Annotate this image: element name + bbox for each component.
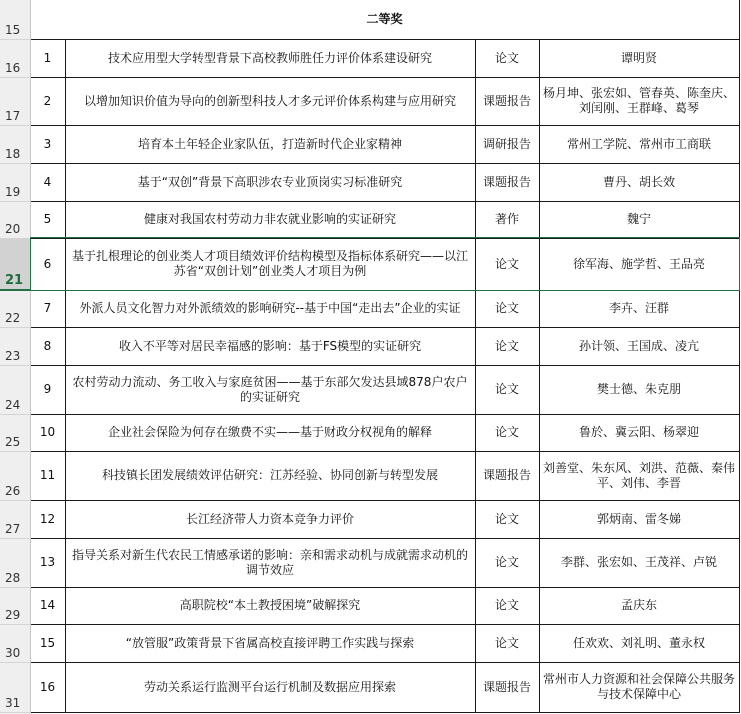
authors-cell[interactable]: 常州市人力资源和社会保障公共服务与技术保障中心 — [539, 662, 739, 712]
title-cell[interactable]: 收入不平等对居民幸福感的影响：基于FS模型的实证研究 — [65, 327, 475, 365]
table-row — [0, 290, 739, 327]
row-number[interactable]: 29 — [0, 587, 30, 624]
row-number[interactable]: 25 — [0, 414, 30, 451]
number-cell[interactable]: 5 — [30, 201, 65, 238]
title-cell[interactable]: 科技镇长团发展绩效评估研究：江苏经验、协同创新与转型发展 — [65, 451, 475, 500]
number-cell[interactable]: 10 — [30, 414, 65, 451]
type-cell[interactable]: 论文 — [475, 538, 539, 587]
row-number[interactable]: 19 — [0, 163, 30, 201]
type-cell[interactable]: 论文 — [475, 587, 539, 624]
number-cell[interactable]: 13 — [30, 538, 65, 587]
type-cell[interactable]: 论文 — [475, 327, 539, 365]
row-number[interactable]: 27 — [0, 500, 30, 538]
type-cell[interactable]: 课题报告 — [475, 451, 539, 500]
type-cell[interactable]: 论文 — [475, 238, 539, 290]
row-number[interactable]: 26 — [0, 451, 30, 500]
type-cell[interactable]: 论文 — [475, 624, 539, 662]
type-cell[interactable]: 论文 — [475, 39, 539, 77]
title-row — [0, 0, 739, 39]
type-cell[interactable]: 著作 — [475, 201, 539, 238]
number-cell[interactable]: 3 — [30, 125, 65, 163]
row-number[interactable]: 28 — [0, 538, 30, 587]
authors-cell[interactable]: 任欢欢、刘礼明、董永权 — [539, 624, 739, 662]
row-number[interactable]: 30 — [0, 624, 30, 662]
table-row — [0, 500, 739, 538]
title-cell[interactable]: 劳动关系运行监测平台运行机制及数据应用探索 — [65, 662, 475, 712]
title-cell[interactable]: 健康对我国农村劳动力非农就业影响的实证研究 — [65, 201, 475, 238]
table-row — [0, 125, 739, 163]
table-row — [0, 77, 739, 125]
title-cell[interactable]: 以增加知识价值为导向的创新型科技人才多元评价体系构建与应用研究 — [65, 77, 475, 125]
title-cell[interactable]: 培育本土年轻企业家队伍，打造新时代企业家精神 — [65, 125, 475, 163]
table-row — [0, 39, 739, 77]
row-number[interactable]: 20 — [0, 201, 30, 238]
title-cell[interactable]: 基于扎根理论的创业类人才项目绩效评价结构模型及指标体系研究——以江苏省“双创计划”创业类人才项目为例 — [65, 238, 475, 290]
row-number[interactable]: 15 — [0, 0, 30, 39]
number-cell[interactable]: 7 — [30, 290, 65, 327]
row-number[interactable]: 31 — [0, 662, 30, 712]
authors-cell[interactable]: 孙计领、王国成、凌亢 — [539, 327, 739, 365]
type-cell[interactable]: 调研报告 — [475, 125, 539, 163]
title-cell[interactable]: 外派人员文化智力对外派绩效的影响研究--基于中国“走出去”企业的实证 — [65, 290, 475, 327]
table-row — [0, 163, 739, 201]
title-cell[interactable]: 基于“双创”背景下高职涉农专业顶岗实习标准研究 — [65, 163, 475, 201]
authors-cell[interactable]: 鲁於、冀云阳、杨翠迎 — [539, 414, 739, 451]
table-row — [0, 587, 739, 624]
table-row — [0, 538, 739, 587]
title-cell[interactable]: 长江经济带人力资本竞争力评价 — [65, 500, 475, 538]
authors-cell[interactable]: 杨月坤、张宏如、管春英、陈奎庆、刘闰刚、王群峰、葛琴 — [539, 77, 739, 125]
number-cell[interactable]: 11 — [30, 451, 65, 500]
number-cell[interactable]: 14 — [30, 587, 65, 624]
title-cell[interactable]: 指导关系对新生代农民工情感承诺的影响：亲和需求动机与成就需求动机的调节效应 — [65, 538, 475, 587]
type-cell[interactable]: 论文 — [475, 414, 539, 451]
type-cell[interactable]: 论文 — [475, 290, 539, 327]
authors-cell[interactable]: 李卉、汪群 — [539, 290, 739, 327]
row-number[interactable]: 22 — [0, 290, 30, 327]
number-cell[interactable]: 4 — [30, 163, 65, 201]
number-cell[interactable]: 9 — [30, 365, 65, 414]
title-cell[interactable]: “放管服”政策背景下省属高校直接评聘工作实践与探索 — [65, 624, 475, 662]
row-number[interactable]: 18 — [0, 125, 30, 163]
row-number[interactable]: 24 — [0, 365, 30, 414]
authors-cell[interactable]: 谭明贤 — [539, 39, 739, 77]
authors-cell[interactable]: 孟庆东 — [539, 587, 739, 624]
type-cell[interactable]: 论文 — [475, 500, 539, 538]
type-cell[interactable]: 课题报告 — [475, 163, 539, 201]
authors-cell[interactable]: 徐军海、施学哲、王品亮 — [539, 238, 739, 290]
table-row — [0, 414, 739, 451]
table-row — [0, 238, 739, 290]
type-cell[interactable]: 课题报告 — [475, 77, 539, 125]
authors-cell[interactable]: 曹丹、胡长效 — [539, 163, 739, 201]
number-cell[interactable]: 2 — [30, 77, 65, 125]
row-number[interactable]: 16 — [0, 39, 30, 77]
authors-cell[interactable]: 刘善堂、朱东风、刘洪、范薇、秦伟平、刘伟、李晋 — [539, 451, 739, 500]
table-row — [0, 624, 739, 662]
number-cell[interactable]: 1 — [30, 39, 65, 77]
number-cell[interactable]: 12 — [30, 500, 65, 538]
section-title[interactable]: 二等奖 — [30, 0, 739, 39]
authors-cell[interactable]: 李群、张宏如、王茂祥、卢锐 — [539, 538, 739, 587]
number-cell[interactable]: 8 — [30, 327, 65, 365]
row-number[interactable]: 17 — [0, 77, 30, 125]
table-row — [0, 327, 739, 365]
table-row — [0, 451, 739, 500]
authors-cell[interactable]: 常州工学院、常州市工商联 — [539, 125, 739, 163]
number-cell[interactable]: 6 — [30, 238, 65, 290]
authors-cell[interactable]: 魏宁 — [539, 201, 739, 238]
type-cell[interactable]: 论文 — [475, 365, 539, 414]
title-cell[interactable]: 高职院校“本土教授困境”破解探究 — [65, 587, 475, 624]
authors-cell[interactable]: 樊士德、朱克朋 — [539, 365, 739, 414]
title-cell[interactable]: 企业社会保险为何存在缴费不实——基于财政分权视角的解释 — [65, 414, 475, 451]
type-cell[interactable]: 课题报告 — [475, 662, 539, 712]
row-number[interactable]: 21 — [0, 238, 30, 290]
title-cell[interactable]: 农村劳动力流动、务工收入与家庭贫困——基于东部欠发达县域878户农户的实证研究 — [65, 365, 475, 414]
number-cell[interactable]: 15 — [30, 624, 65, 662]
number-cell[interactable]: 16 — [30, 662, 65, 712]
authors-cell[interactable]: 郭炳南、雷冬娣 — [539, 500, 739, 538]
table-row — [0, 662, 739, 712]
table-row — [0, 365, 739, 414]
title-cell[interactable]: 技术应用型大学转型背景下高校教师胜任力评价体系建设研究 — [65, 39, 475, 77]
table-row — [0, 201, 739, 238]
row-number[interactable]: 23 — [0, 327, 30, 365]
